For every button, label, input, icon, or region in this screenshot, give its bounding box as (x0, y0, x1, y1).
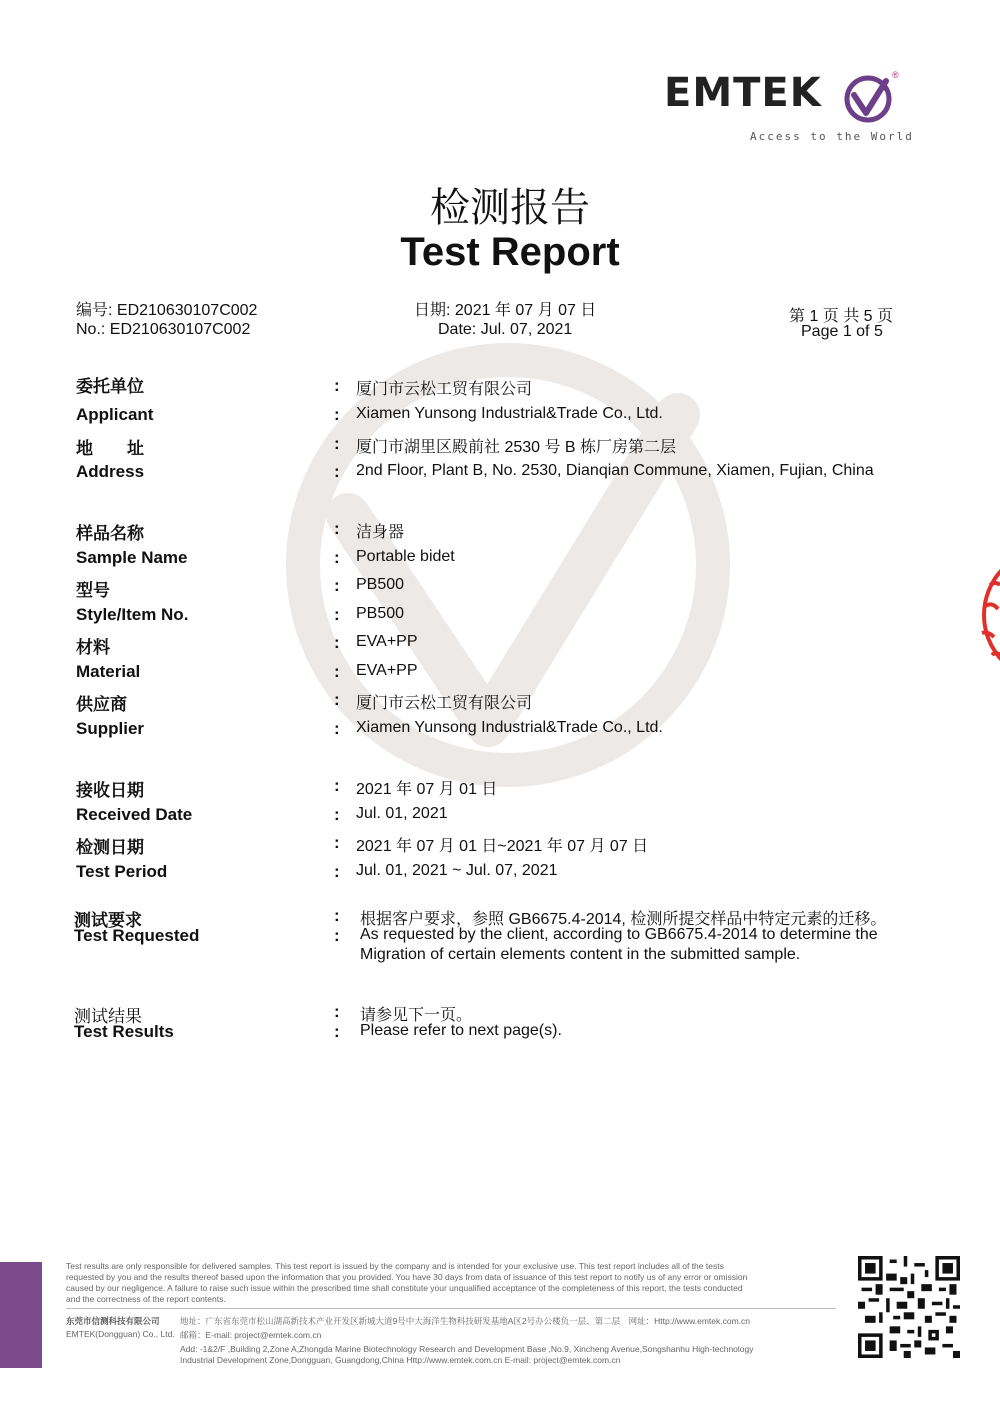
applicant-value-en: Xiamen Yunsong Industrial&Trade Co., Ltd. (356, 405, 663, 422)
test-results-label-en: Test Results (74, 1022, 174, 1041)
colon: : (334, 405, 340, 424)
colon: : (334, 633, 340, 652)
colon: : (334, 1022, 340, 1041)
colon: : (334, 462, 340, 481)
colon: : (334, 548, 340, 567)
report-number-cn: 编号: ED210630107C002 (76, 302, 258, 319)
test-requested-label-en: Test Requested (74, 926, 200, 945)
colon: : (334, 833, 340, 852)
model-value-en: PB500 (356, 605, 405, 622)
sample-name-value-en: Portable bidet (356, 548, 455, 565)
applicant-label-en: Applicant (76, 405, 154, 424)
address-label-cn: 地 址 (76, 439, 144, 458)
page-number-en: Page 1 of 5 (801, 323, 883, 340)
test-requested-value-en-line2: Migration of certain elements content in the submitted sample. (360, 946, 801, 963)
disclaimer-line: caused by our negligence. A failure to raise such issue within the prescribed time shall constitute your unqualified acceptance of the completeness of this report, the tests conducted (66, 1283, 743, 1293)
model-value-cn: PB500 (356, 576, 405, 593)
colon: : (334, 662, 340, 681)
disclaimer (66, 1261, 836, 1305)
test-period-value-en: Jul. 01, 2021 ~ Jul. 07, 2021 (356, 862, 558, 879)
test-period-value-cn: 2021 年 07 月 01 日~2021 年 07 月 07 日 (356, 838, 649, 855)
page-number-cn: 第 1 页 共 5 页 (789, 308, 894, 325)
supplier-value-cn: 厦门市云松工贸有限公司 (356, 695, 533, 712)
report-date-cn: 日期: 2021 年 07 月 07 日 (414, 302, 597, 319)
footer-accent-bar (0, 1262, 42, 1368)
disclaimer-line: requested by you and the results thereof based upon the information that you provided. You have 30 days from data of issuance of this test report to notify us of any error or omission (66, 1272, 748, 1282)
colon: : (334, 776, 340, 795)
test-results-value-en: Please refer to next page(s). (360, 1022, 562, 1039)
qr-code (858, 1256, 960, 1358)
page-title-cn: 检测报告 (430, 185, 590, 231)
sample-name-value-cn: 洁身器 (356, 524, 405, 541)
colon: : (334, 690, 340, 709)
model-label-en: Style/Item No. (76, 605, 189, 624)
material-label-en: Material (76, 662, 141, 681)
colon: : (334, 376, 340, 395)
supplier-value-en: Xiamen Yunsong Industrial&Trade Co., Ltd. (356, 719, 663, 736)
sample-name-label-cn: 样品名称 (76, 524, 144, 543)
colon: : (334, 926, 340, 945)
sample-name-label-en: Sample Name (76, 548, 188, 567)
test-requested-value-cn: 根据客户要求，参照 GB6675.4-2014, 检测所提交样品中特定元素的迁移。 (360, 911, 887, 928)
applicant-label-cn: 委托单位 (76, 377, 144, 396)
disclaimer-line: and the correctness of the report contents. (66, 1294, 226, 1304)
colon: : (334, 519, 340, 538)
supplier-label-cn: 供应商 (76, 695, 127, 714)
address-en-line1: Add: -1&2/F ,Building 2,Zone A,Zhongda Marine Biotechnology Research and Development Base ,No.9, Xincheng Avenue,Songshanhu High-technology (180, 1344, 754, 1354)
registered-mark: ® (892, 70, 899, 80)
brand-logo-text: EMTEK (664, 70, 822, 116)
colon: : (334, 719, 340, 738)
footer-divider (66, 1308, 836, 1309)
colon: : (334, 434, 340, 453)
report-number-en: No.: ED210630107C002 (76, 321, 251, 338)
test-period-label-en: Test Period (76, 862, 168, 881)
test-results-value-cn: 请参见下一页。 (360, 1007, 473, 1024)
received-date-value-cn: 2021 年 07 月 01 日 (356, 781, 498, 798)
email-cn: 邮箱：E-mail: project@emtek.com.cn (180, 1330, 322, 1340)
colon: : (334, 605, 340, 624)
company-name-cn: 东莞市信测科技有限公司 (66, 1316, 160, 1326)
colon: : (334, 906, 340, 925)
material-value-en: EVA+PP (356, 662, 418, 679)
test-requested-value-en-line1: As requested by the client, according to GB6675.4-2014 to determine the (360, 926, 878, 943)
colon: : (334, 576, 340, 595)
address-value-cn: 厦门市湖里区殿前社 2530 号 B 栋厂房第二层 (356, 439, 677, 456)
address-cn: 地址：广东省东莞市松山湖高新技术产业开发区新城大道9号中大海洋生物科技研发基地A区2号办公楼负一层、第二层 网址：Http://www.emtek.com.cn (180, 1316, 751, 1326)
disclaimer-line: Test results are only responsible for delivered samples. This test report is issued by the company and is intended for your exclusive use. This test report includes all of the tests (66, 1261, 724, 1271)
material-label-cn: 材料 (76, 638, 110, 657)
received-date-label-cn: 接收日期 (76, 781, 144, 800)
model-label-cn: 型号 (76, 581, 110, 600)
address-label-en: Address (76, 462, 145, 481)
report-date-en: Date: Jul. 07, 2021 (438, 321, 573, 338)
brand-logo-icon (842, 73, 894, 125)
test-period-label-cn: 检测日期 (76, 838, 144, 857)
address-value-en: 2nd Floor, Plant B, No. 2530, Dianqian Commune, Xiamen, Fujian, China (356, 462, 874, 479)
material-value-cn: EVA+PP (356, 633, 418, 650)
applicant-value-cn: 厦门市云松工贸有限公司 (356, 381, 533, 398)
colon: : (334, 805, 340, 824)
test-results-label-cn: 测试结果 (74, 1007, 142, 1026)
official-seal (960, 545, 1000, 685)
brand-tagline: Access to the World (750, 130, 914, 143)
company-name-en: EMTEK(Dongguan) Co., Ltd. (66, 1329, 175, 1339)
colon: : (334, 1002, 340, 1021)
test-requested-label-cn: 测试要求 (74, 911, 142, 930)
page-title-en: Test Report (400, 230, 620, 274)
received-date-label-en: Received Date (76, 805, 193, 824)
address-en-line2: Industrial Development Zone,Dongguan, Guangdong,China Http://www.emtek.com.cn E-mail: project@emtek.com.cn (180, 1355, 621, 1365)
colon: : (334, 862, 340, 881)
supplier-label-en: Supplier (76, 719, 145, 738)
received-date-value-en: Jul. 01, 2021 (356, 805, 448, 822)
